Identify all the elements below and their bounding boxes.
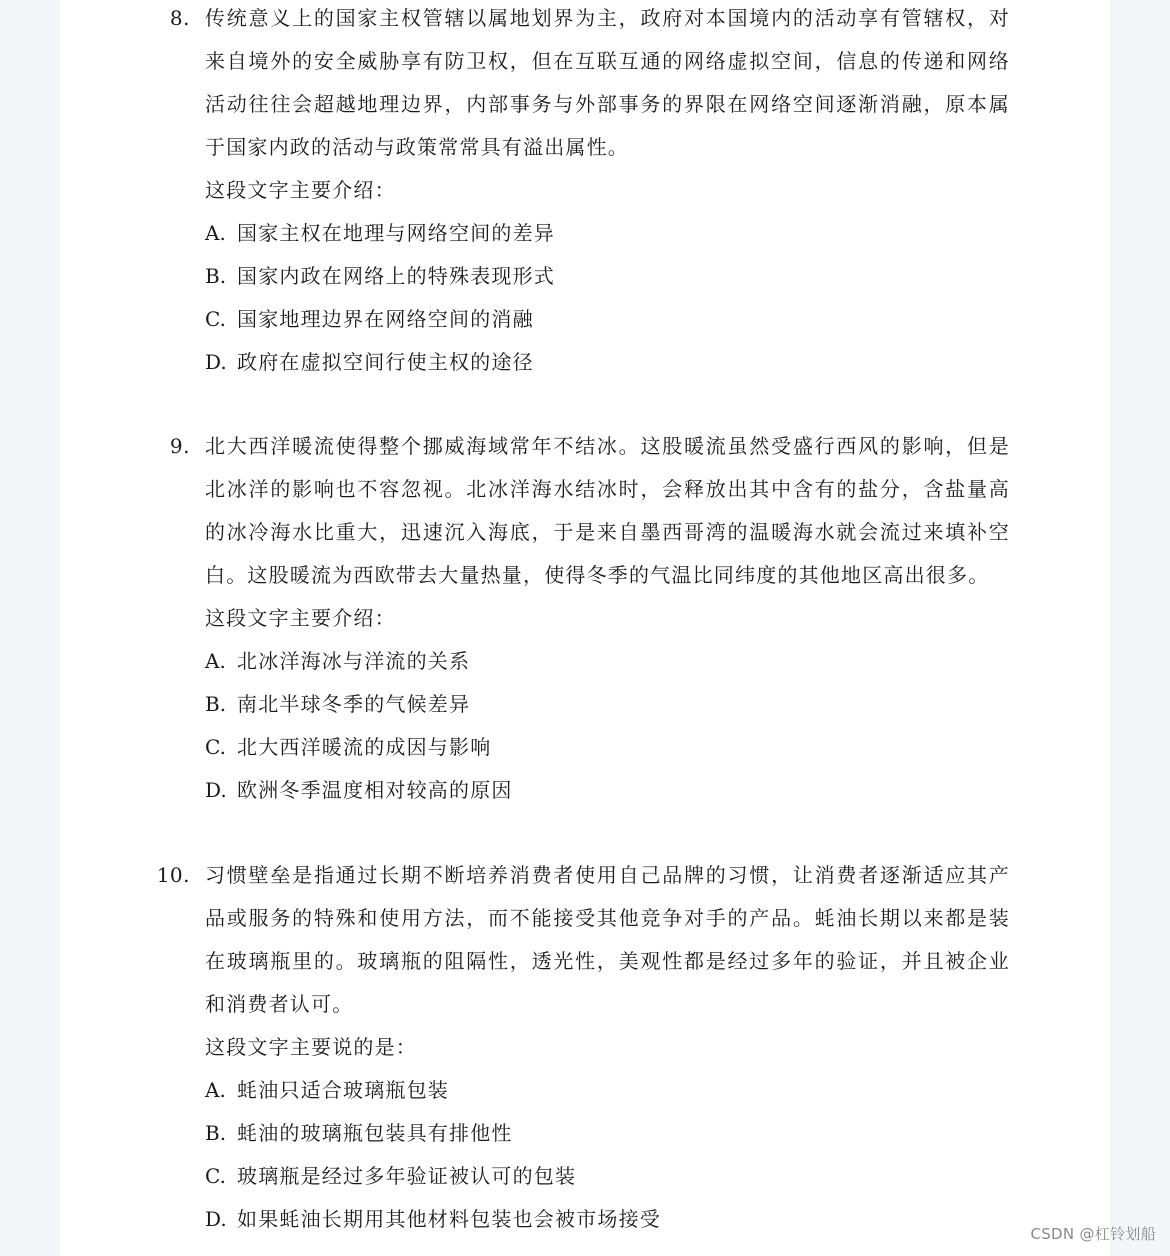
option-a — [205, 212, 1010, 255]
option-letter: A. — [205, 1078, 226, 1102]
option-text: 北大西洋暖流的成因与影响 — [237, 735, 492, 759]
question-text: 习惯壁垒是指通过长期不断培养消费者使用自己品牌的习惯，让消费者逐渐适应其产品或服务的特殊和使用方法，而不能接受其他竞争对手的产品。蚝油长期以来都是装在玻璃瓶里的。玻璃瓶的阻隔性，透光性，美观性都是经过多年的验证，并且被企业和消费者认可。 — [205, 863, 1010, 1016]
option-text: 国家地理边界在网络空间的消融 — [237, 307, 534, 331]
question-body — [205, 425, 1010, 812]
option-letter: B. — [205, 692, 227, 716]
question-number: 8. — [169, 6, 190, 30]
option-text: 蚝油只适合玻璃瓶包装 — [237, 1078, 449, 1102]
question-number: 10. — [156, 863, 190, 887]
option-c — [205, 1155, 1010, 1198]
option-b — [205, 683, 1010, 726]
question-text: 传统意义上的国家主权管辖以属地划界为主，政府对本国境内的活动享有管辖权，对来自境外的安全威胁享有防卫权，但在互联互通的网络虚拟空间，信息的传递和网络活动往往会超越地理边界，内部事务与外部事务的界限在网络空间逐渐消融，原本属于国家内政的活动与政策常常具有溢出属性。 — [205, 6, 1010, 159]
option-c — [205, 726, 1010, 769]
option-letter: B. — [205, 1121, 227, 1145]
csdn-watermark: CSDN @杠铃划船 — [1030, 1225, 1156, 1243]
option-text: 国家主权在地理与网络空间的差异 — [237, 221, 555, 245]
option-a — [205, 1069, 1010, 1112]
option-letter: D. — [205, 1207, 227, 1231]
option-text: 北冰洋海冰与洋流的关系 — [237, 649, 471, 673]
option-letter: C. — [205, 1164, 226, 1188]
option-letter: D. — [205, 778, 227, 802]
option-b — [205, 1112, 1010, 1155]
option-d — [205, 1198, 1010, 1241]
option-b — [205, 255, 1010, 298]
option-text: 玻璃瓶是经过多年验证被认可的包装 — [237, 1164, 577, 1188]
option-letter: D. — [205, 350, 227, 374]
question-number: 9. — [169, 434, 190, 458]
option-text: 如果蚝油长期用其他材料包装也会被市场接受 — [237, 1207, 661, 1231]
option-d — [205, 341, 1010, 384]
option-text: 南北半球冬季的气候差异 — [237, 692, 471, 716]
document-page — [60, 0, 1110, 1256]
question-body — [205, 854, 1010, 1241]
option-letter: A. — [205, 649, 226, 673]
option-letter: C. — [205, 735, 226, 759]
option-a — [205, 640, 1010, 683]
option-letter: A. — [205, 221, 226, 245]
question-body — [205, 0, 1010, 384]
option-text: 政府在虚拟空间行使主权的途径 — [237, 350, 534, 374]
option-text: 欧洲冬季温度相对较高的原因 — [237, 778, 513, 802]
option-text: 国家内政在网络上的特殊表现形式 — [237, 264, 555, 288]
option-text: 蚝油的玻璃瓶包装具有排他性 — [237, 1121, 513, 1145]
question-prompt: 这段文字主要说的是： — [205, 1035, 417, 1059]
option-c — [205, 298, 1010, 341]
question-prompt: 这段文字主要介绍： — [205, 178, 396, 202]
option-d — [205, 769, 1010, 812]
question-text: 北大西洋暖流使得整个挪威海域常年不结冰。这股暖流虽然受盛行西风的影响，但是北冰洋的影响也不容忽视。北冰洋海水结冰时，会释放出其中含有的盐分，含盐量高的冰冷海水比重大，迅速沉入海底，于是来自墨西哥湾的温暖海水就会流过来填补空白。这股暖流为西欧带去大量热量，使得冬季的气温比同纬度的其他地区高出很多。 — [205, 434, 1010, 587]
option-letter: C. — [205, 307, 226, 331]
option-letter: B. — [205, 264, 227, 288]
question-prompt: 这段文字主要介绍： — [205, 606, 396, 630]
